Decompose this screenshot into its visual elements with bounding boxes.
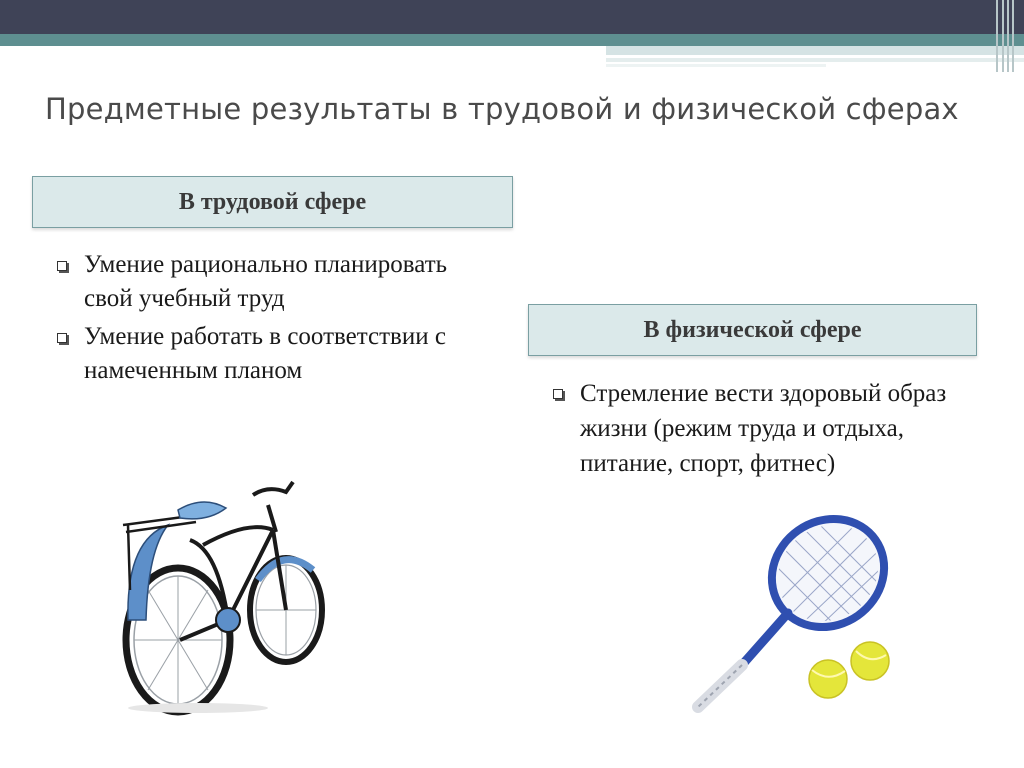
slide-title: Предметные результаты в трудовой и физической сферах	[45, 92, 959, 126]
labor-section-heading: В трудовой сфере	[32, 176, 513, 228]
list-item	[54, 248, 494, 316]
labor-bullet-list	[54, 248, 494, 392]
header-vertical-lines	[994, 0, 1024, 72]
header-light-band-thin	[606, 58, 1024, 62]
square-bullet-icon	[57, 261, 67, 271]
header-bar	[0, 0, 1024, 34]
header-light-band-short	[606, 64, 826, 67]
list-item-text: Умение работать в соответствии с намеченным планом	[84, 323, 446, 384]
square-bullet-icon	[57, 333, 67, 343]
header-light-band	[606, 46, 1024, 55]
bicycle-icon	[108, 470, 343, 720]
square-bullet-icon	[553, 389, 563, 399]
list-item	[550, 376, 980, 481]
physical-section-heading: В физической сфере	[528, 304, 977, 356]
physical-bullet-list	[550, 376, 980, 485]
list-item-text: Стремление вести здоровый образ жизни (режим труда и отдыха, питание, спорт, фитнес)	[580, 380, 947, 477]
header-accent-band	[0, 34, 1024, 46]
tennis-racket-icon	[680, 505, 900, 720]
list-item-text: Умение рационально планировать свой учебный труд	[84, 251, 448, 312]
list-item	[54, 320, 494, 388]
